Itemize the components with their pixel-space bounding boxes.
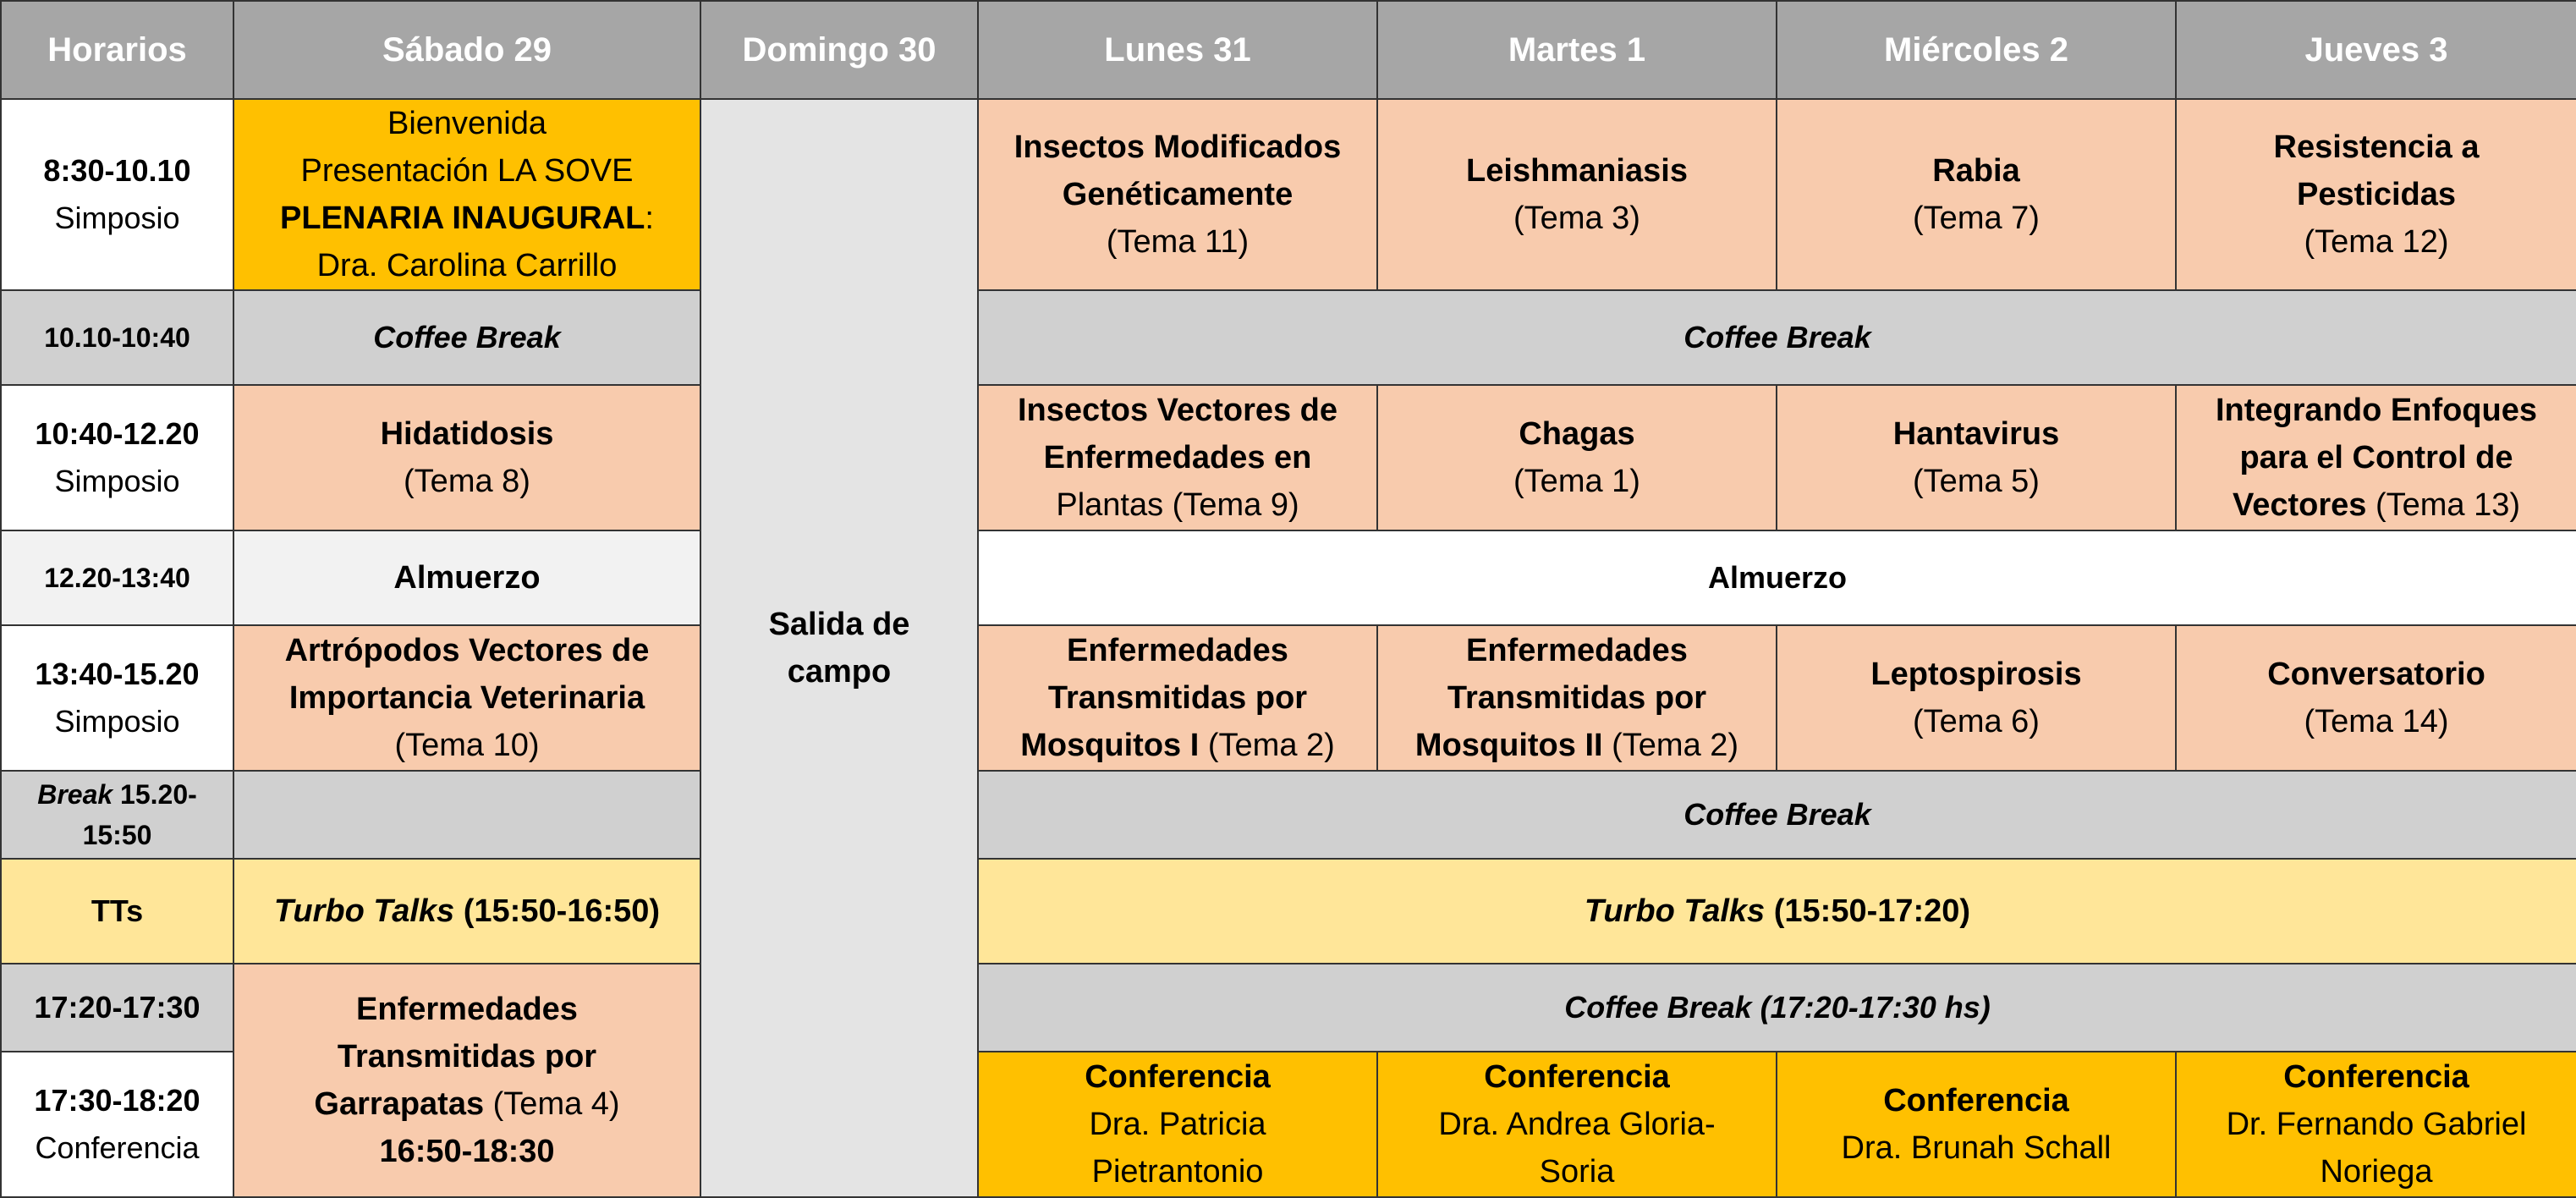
conference-martes	[1377, 1052, 1777, 1197]
session-tema: (Tema 2)	[1602, 728, 1739, 763]
session-time: 16:50-18:30	[379, 1134, 555, 1169]
time-cell-1340	[1, 625, 233, 771]
time-cell-1730	[1, 1052, 233, 1197]
session-title: Integrando Enfoques	[2216, 393, 2537, 428]
session-title: Conversatorio	[2267, 657, 2485, 692]
session-title: Leishmaniasis	[1466, 153, 1688, 189]
session-tema: (Tema 1)	[1513, 464, 1640, 499]
coffee-break-late: Coffee Break (17:20-17:30 hs)	[978, 964, 2576, 1052]
session-conversatorio	[2176, 625, 2576, 771]
session-title-2: Enfermedades en	[1043, 440, 1312, 475]
turbo-time: (15:50-16:50)	[454, 893, 661, 929]
plenary-colon: :	[645, 201, 654, 236]
conference-speaker-2: Soria	[1539, 1154, 1615, 1190]
conference-label: Conferencia	[1883, 1083, 2069, 1118]
time-cell-1010: 10.10-10:40	[1, 290, 233, 385]
header-row	[1, 1, 2576, 99]
session-title: Hantavirus	[1892, 416, 2060, 452]
almuerzo-sabado: Almuerzo	[233, 530, 700, 625]
session-title: Chagas	[1519, 416, 1635, 452]
time-cell-break	[1, 771, 233, 859]
row-1720	[1, 964, 2576, 1052]
conference-label: Conferencia	[2283, 1059, 2469, 1095]
conference-label: Conferencia	[1484, 1059, 1670, 1095]
session-integrando-enfoques	[2176, 385, 2576, 530]
time-cell-1720: 17:20-17:30	[1, 964, 233, 1052]
row-turbo-talks	[1, 859, 2576, 964]
time-range: 10:40-12.20	[35, 416, 200, 451]
session-title-2: Transmitidas por	[1447, 680, 1707, 716]
session-tema: (Tema 13)	[2366, 487, 2521, 523]
session-tema: (Tema 6)	[1913, 704, 2040, 739]
session-tema: (Tema 3)	[1513, 201, 1640, 236]
plenary-title: PLENARIA INAUGURAL	[280, 201, 645, 236]
time-type: Simposio	[54, 464, 180, 498]
row-0830	[1, 99, 2576, 290]
session-salida-de-campo	[700, 99, 978, 1197]
header-horarios: Horarios	[1, 1, 233, 99]
conference-speaker: Dra. Patricia	[1089, 1107, 1266, 1142]
session-title-3: Mosquitos II	[1414, 728, 1603, 763]
coffee-break-afternoon: Coffee Break	[978, 771, 2576, 859]
time-cell-1220: 12.20-13:40	[1, 530, 233, 625]
conference-speaker-2: Noriega	[2320, 1154, 2433, 1190]
row-1010	[1, 290, 2576, 385]
time-range: 17:30-18:20	[34, 1083, 200, 1118]
header-jueves: Jueves 3	[2176, 1, 2576, 99]
coffee-break-sabado: Coffee Break	[233, 290, 700, 385]
session-title: Enfermedades	[1466, 633, 1688, 668]
session-leptospirosis	[1777, 625, 2176, 771]
session-title: Artrópodos Vectores de	[284, 633, 650, 668]
session-tema: (Tema 4)	[484, 1086, 620, 1122]
break-range-b: 15:50	[82, 820, 152, 850]
session-mosquitos-1	[978, 625, 1377, 771]
session-title: Enfermedades	[356, 992, 578, 1027]
session-title-2: Transmitidas por	[337, 1039, 597, 1074]
row-1220	[1, 530, 2576, 625]
welcome-text: Bienvenida	[387, 106, 547, 141]
header-lunes: Lunes 31	[978, 1, 1377, 99]
session-title-2: Transmitidas por	[1047, 680, 1308, 716]
session-title-3: Vectores	[2232, 487, 2367, 523]
session-chagas	[1377, 385, 1777, 530]
session-tema: (Tema 11)	[1106, 224, 1250, 260]
session-title-2: Pesticidas	[2297, 177, 2456, 212]
coffee-break-weekdays: Coffee Break	[978, 290, 2576, 385]
turbo-talks-sabado	[233, 859, 700, 964]
session-hidatidosis	[233, 385, 700, 530]
break-label: Break	[37, 779, 113, 810]
conference-speaker-2: Pietrantonio	[1091, 1154, 1264, 1190]
session-tema: (Tema 7)	[1913, 201, 2040, 236]
row-1340	[1, 625, 2576, 771]
salida-line-1: Salida de	[768, 607, 910, 642]
salida-line-2: campo	[787, 654, 892, 690]
conference-lunes	[978, 1052, 1377, 1197]
time-type: Conferencia	[35, 1130, 200, 1165]
session-insectos-modificados	[978, 99, 1377, 290]
conference-speaker: Dra. Brunah Schall	[1841, 1130, 2112, 1166]
header-miercoles: Miércoles 2	[1777, 1, 2176, 99]
time-range: 13:40-15.20	[35, 657, 200, 691]
session-title: Hidatidosis	[380, 416, 554, 452]
time-type: Simposio	[54, 704, 180, 739]
time-cell-tts: TTs	[1, 859, 233, 964]
almuerzo-weekdays: Almuerzo	[978, 530, 2576, 625]
session-hantavirus	[1777, 385, 2176, 530]
session-title: Insectos Modificados	[1013, 129, 1342, 165]
session-plenaria	[233, 99, 700, 290]
session-tema: (Tema 2)	[1199, 728, 1335, 763]
turbo-label: Turbo Talks	[1584, 893, 1766, 929]
time-cell-1040	[1, 385, 233, 530]
session-title-2: Importancia Veterinaria	[288, 680, 645, 716]
conference-jueves	[2176, 1052, 2576, 1197]
header-martes: Martes 1	[1377, 1, 1777, 99]
presentation-text: Presentación LA SOVE	[300, 153, 634, 189]
session-title-2: para el Control de	[2239, 440, 2513, 475]
session-title: Insectos Vectores de	[1017, 393, 1338, 428]
time-range: 8:30-10.10	[43, 153, 191, 188]
session-title-3: Plantas (Tema 9)	[1056, 487, 1299, 523]
session-mosquitos-2	[1377, 625, 1777, 771]
conference-speaker: Dr. Fernando Gabriel	[2226, 1107, 2527, 1142]
header-domingo: Domingo 30	[700, 1, 978, 99]
session-resistencia-pesticidas	[2176, 99, 2576, 290]
conference-miercoles	[1777, 1052, 2176, 1197]
turbo-label: Turbo Talks	[273, 893, 455, 929]
turbo-time: (15:50-17:20)	[1765, 893, 1971, 929]
session-title: Enfermedades	[1067, 633, 1288, 668]
session-rabia	[1777, 99, 2176, 290]
session-tema: (Tema 12)	[2304, 224, 2449, 260]
break-sabado-empty	[233, 771, 700, 859]
session-title-2: Genéticamente	[1062, 177, 1293, 212]
session-insectos-vectores-plantas	[978, 385, 1377, 530]
row-break-1520	[1, 771, 2576, 859]
session-garrapatas	[233, 964, 700, 1197]
session-tema: (Tema 10)	[394, 728, 540, 763]
time-cell-0830	[1, 99, 233, 290]
conference-label: Conferencia	[1085, 1059, 1271, 1095]
row-1040	[1, 385, 2576, 530]
plenary-speaker: Dra. Carolina Carrillo	[316, 248, 618, 283]
session-tema: (Tema 8)	[404, 464, 530, 499]
break-range-a: 15.20-	[113, 779, 197, 810]
conference-speaker: Dra. Andrea Gloria-	[1438, 1107, 1716, 1142]
header-sabado: Sábado 29	[233, 1, 700, 99]
time-type: Simposio	[54, 201, 180, 235]
session-leishmaniasis	[1377, 99, 1777, 290]
session-title-3: Garrapatas	[314, 1086, 485, 1122]
turbo-talks-weekdays	[978, 859, 2576, 964]
session-tema: (Tema 5)	[1913, 464, 2040, 499]
session-title: Resistencia a	[2273, 129, 2480, 165]
session-title: Rabia	[1932, 153, 2020, 189]
session-artropodos	[233, 625, 700, 771]
session-title-3: Mosquitos I	[1020, 728, 1200, 763]
session-tema: (Tema 14)	[2304, 704, 2449, 739]
session-title: Leptospirosis	[1870, 657, 2082, 692]
